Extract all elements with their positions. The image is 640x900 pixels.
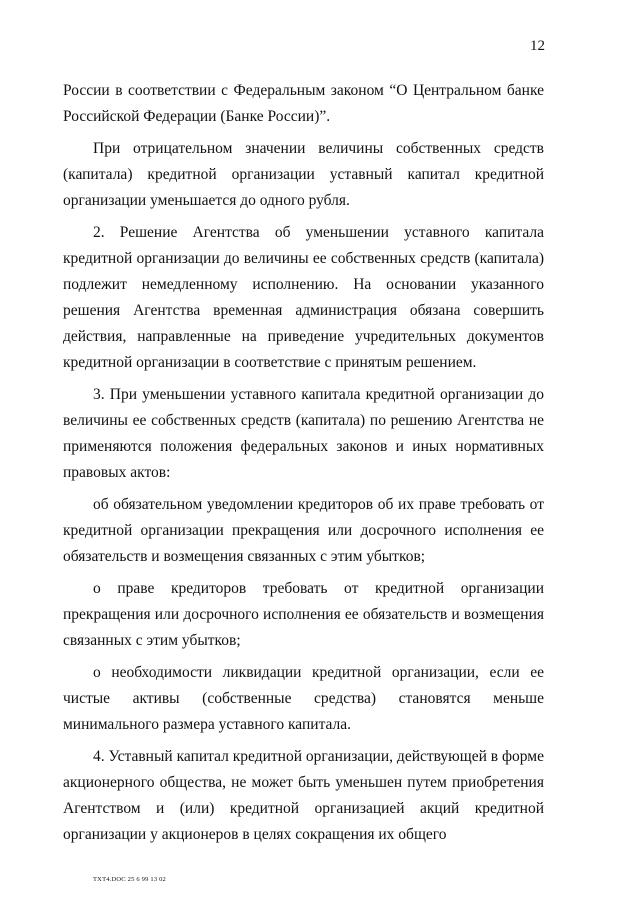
paragraph-item-2: 2. Решение Агентства об уменьшении уставного капитала кредитной организации до величины ее собственных средств (капитала) подлежит немедленному исполнению. На основании указанного решения Агентства временная администрация обязана совершить действия, направленные на приведение учредительных документов кредитной организации в соответствие с принятым решением. xyxy=(63,224,544,371)
document-body xyxy=(63,78,544,854)
paragraph-liquidation: о необходимости ликвидации кредитной организации, если ее чистые активы (собственные средства) становятся меньше минимального размера уставного капитала. xyxy=(63,664,544,733)
paragraph-item-4: 4. Уставный капитал кредитной организации, действующей в форме акционерного общества, не может быть уменьшен путем приобретения Агентством и (или) кредитной организацией акций кредитной организации у акционеров в целях сокращения их общего xyxy=(63,748,544,843)
paragraph-item-3: 3. При уменьшении уставного капитала кредитной организации до величины ее собственных средств (капитала) по решению Агентства не применяются положения федеральных законов и иных нормативных правовых актов: xyxy=(63,386,544,481)
paragraph-continuation: России в соответствии с Федеральным законом “О Центральном банке Российской Федерации (Банке России)”. xyxy=(63,82,544,125)
document-code-footer: TXT4.DOC 25 6 99 13 02 xyxy=(93,876,167,883)
paragraph-negative-capital: При отрицательном значении величины собственных средств (капитала) кредитной организации уставный капитал кредитной организации уменьшается до одного рубля. xyxy=(63,140,544,209)
page-number: 12 xyxy=(530,38,545,54)
paragraph-creditor-notice: об обязательном уведомлении кредиторов об их праве требовать от кредитной организации прекращения или досрочного исполнения ее обязательств и возмещения связанных с этим убытков; xyxy=(63,496,544,565)
paragraph-creditor-rights: о праве кредиторов требовать от кредитной организации прекращения или досрочного исполнения ее обязательств и возмещения связанных с этим убытков; xyxy=(63,580,544,649)
